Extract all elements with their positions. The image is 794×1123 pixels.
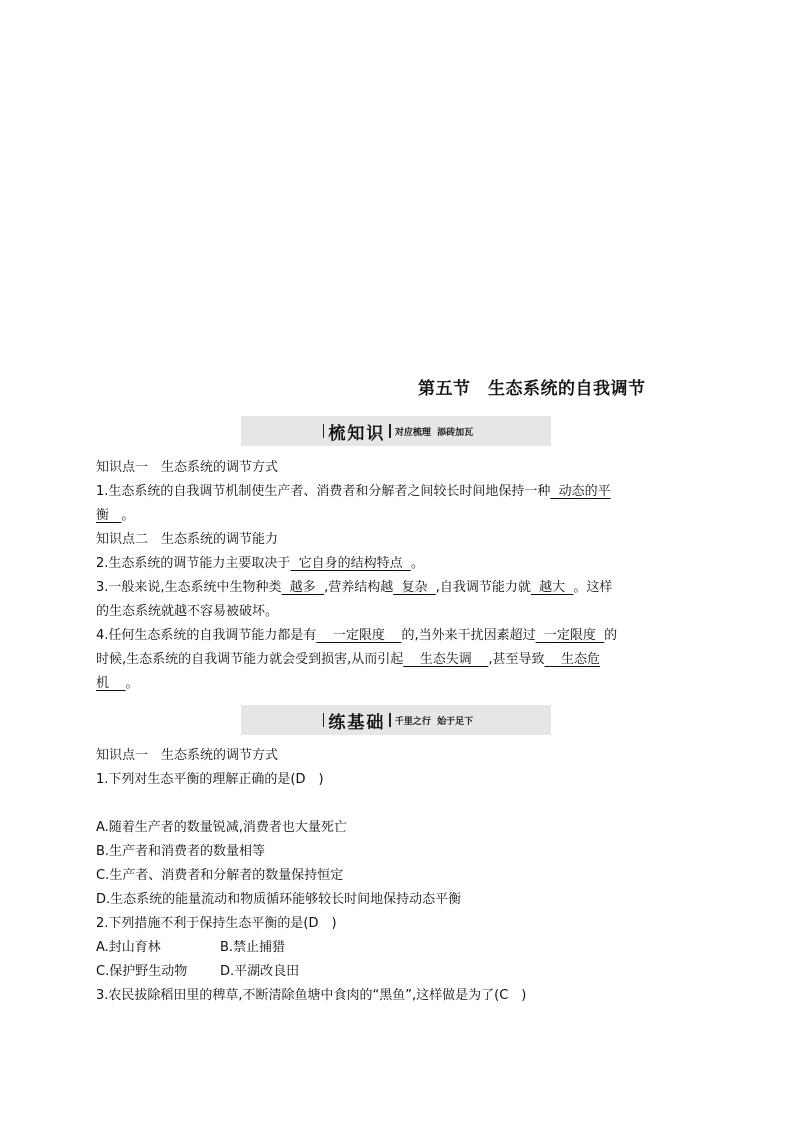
item-text: 。 xyxy=(125,676,139,691)
banner-sub-label: 千里之行 始于足下 xyxy=(394,716,474,727)
item-text: 的,当外来干扰因素超过 xyxy=(401,628,536,643)
answer-blank: 衡 xyxy=(96,508,122,523)
option-d: D.平湖改良田 xyxy=(220,964,300,979)
question-1: 1.下列对生态平衡的理解正确的是(D ) xyxy=(96,772,324,787)
divider xyxy=(389,424,391,438)
item-text: 。这样 xyxy=(573,580,613,595)
banner-practice xyxy=(241,705,551,735)
item-text: 1.生态系统的自我调节机制使生产者、消费者和分解者之间较长时间地保持一种 xyxy=(96,484,551,499)
item-text: ,甚至导致 xyxy=(488,652,545,667)
practice-point-heading: 知识点一 生态系统的调节方式 xyxy=(96,748,279,763)
knowledge-point-heading: 知识点二 生态系统的调节能力 xyxy=(96,532,279,547)
option-b: B.禁止捕猎 xyxy=(220,940,286,955)
answer-blank: 复杂 xyxy=(393,580,436,595)
divider xyxy=(323,424,325,438)
answer-blank: 它自身的结构特点 xyxy=(290,556,411,571)
answer-blank: 动态的平 xyxy=(550,484,611,499)
option-a: A.随着生产者的数量锐减,消费者也大量死亡 xyxy=(96,820,347,835)
answer-blank: 一定限度 xyxy=(316,628,402,643)
knowledge-item-3-cont: 的生态系统就越不容易被破坏。 xyxy=(96,604,279,619)
answer-blank: 生态危 xyxy=(544,652,600,667)
item-text: 。 xyxy=(410,556,424,571)
knowledge-item-4 xyxy=(96,627,617,645)
knowledge-item-1 xyxy=(96,483,611,501)
item-text: 2.生态系统的调节能力主要取决于 xyxy=(96,556,291,571)
item-text: 3.一般来说,生态系统中生物种类 xyxy=(96,580,282,595)
answer-blank: 生态失调 xyxy=(403,652,489,667)
option-a: A.封山育林 xyxy=(96,940,161,955)
knowledge-point-heading: 知识点一 生态系统的调节方式 xyxy=(96,460,279,475)
knowledge-item-1-cont xyxy=(96,507,134,525)
answer-blank: 越大 xyxy=(530,580,574,595)
item-text: 时候,生态系统的自我调节能力就会受到损害,从而引起 xyxy=(96,652,404,667)
item-text: 4.任何生态系统的自我调节能力都是有 xyxy=(96,628,317,643)
knowledge-item-4-cont2 xyxy=(96,675,139,693)
banner-knowledge xyxy=(241,416,551,446)
item-text: ,自我调节能力就 xyxy=(435,580,531,595)
divider xyxy=(389,713,391,727)
divider xyxy=(323,713,325,727)
banner-main-label: 梳知识 xyxy=(328,423,386,444)
item-text: 的 xyxy=(604,628,618,643)
banner-sub-label: 对应梳理 添砖加瓦 xyxy=(394,427,474,438)
knowledge-item-3 xyxy=(96,579,612,597)
question-3: 3.农民拔除稻田里的稗草,不断清除鱼塘中食肉的“黑鱼”,这样做是为了(C ) xyxy=(96,988,527,1003)
answer-blank: 越多 xyxy=(281,580,325,595)
answer-blank: 一定限度 xyxy=(535,628,605,643)
item-text: ,营养结构越 xyxy=(324,580,394,595)
banner-main-label: 练基础 xyxy=(328,712,386,733)
section-title: 第五节 生态系统的自我调节 xyxy=(418,379,646,399)
option-d: D.生态系统的能量流动和物质循环能够较长时间地保持动态平衡 xyxy=(96,892,462,907)
option-c: C.生产者、消费者和分解者的数量保持恒定 xyxy=(96,868,344,883)
item-text: 。 xyxy=(121,508,135,523)
answer-blank: 机 xyxy=(96,676,126,691)
knowledge-item-2 xyxy=(96,555,424,573)
question-2: 2.下列措施不利于保持生态平衡的是(D ) xyxy=(96,916,337,931)
knowledge-item-4-cont xyxy=(96,651,600,669)
option-b: B.生产者和消费者的数量相等 xyxy=(96,844,266,859)
option-c: C.保护野生动物 xyxy=(96,964,188,979)
